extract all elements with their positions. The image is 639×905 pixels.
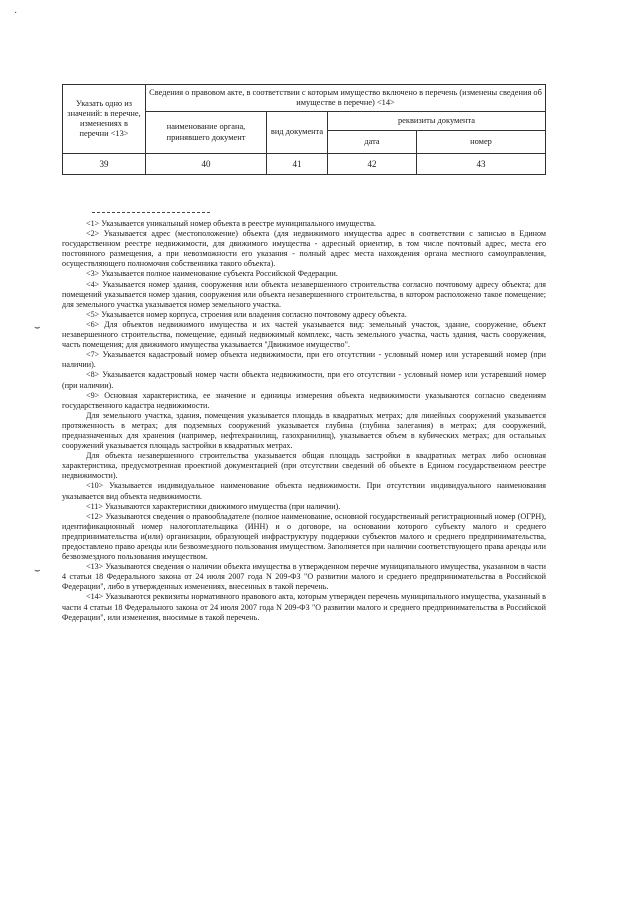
footnote: <2> Указывается адрес (местоположение) объекта (для недвижимого имущества адрес в соответствии с записью в Едином государственном реестре недвижимости, для движимого имущества - адресный ориентир, в том числе почтовый адрес, места его постоянного размещения, а при невозможности его указания - полный адрес места нахождения органа местного самоуправления, осуществляющего полномочия собственника такого объекта). (62, 229, 546, 269)
header-list-status: Указать одно из значений: в перечне, изменениях в перечни <13> (63, 85, 146, 154)
column-number: 41 (267, 154, 328, 175)
footnotes (62, 219, 546, 623)
footnote: <1> Указывается уникальный номер объекта в реестре муниципального имущества. (86, 219, 376, 228)
footnote: <10> Указывается индивидуальное наименование объекта недвижимости. При отсутствии индивидуального наименования указывается вид объекта недвижимости. (62, 481, 546, 501)
header-organ-name: наименование органа, принявшего документ (146, 112, 267, 154)
header-legal-act: Сведения о правовом акте, в соответствии с которым имущество включено в перечень (изменены сведения об имуществе в перечне) <14> (146, 85, 546, 112)
footnote: <8> Указывается кадастровый номер части объекта недвижимости, при его отсутствии - условный номер или устаревший номер (при наличии). (62, 370, 546, 390)
footnote-separator (92, 212, 210, 213)
footnote: <11> Указываются характеристики движимого имущества (при наличии). (86, 501, 341, 511)
column-number: 42 (328, 154, 417, 175)
footnote: Для земельного участка, здания, помещения указывается площадь в квадратных метрах; для линейных сооружений указывается протяженность в метрах; для подземных сооружений указывается глубина (глубина залегания) в метрах; для сооружений, предназначенных для хранения (например, нефтехранилищ, газохранилищ), указывается объем в кубических метрах; для остальных сооружений указывается площадь застройки в квадратных метрах. (62, 410, 546, 451)
footnote: <12> Указываются сведения о правообладателе (полное наименование, основной государственный регистрационный номер (ОГРН), идентификационный номер налогоплательщика (ИНН) и о договоре, на основании которого субъекту малого и среднего предпринимательства и(или) организации, образующей инфраструктуру поддержки субъектов малого и среднего предпринимательства, предоставлено право аренды или безвозмездного пользования имуществом. Заполняется при наличии соответствующего права аренды или безвозмездного пользования имуществом. (62, 511, 546, 562)
scan-dot: · (14, 8, 18, 19)
scan-mark: ⌣ (34, 565, 41, 576)
footnote: <4> Указывается номер здания, сооружения или объекта незавершенного строительства согласно почтовому адресу объекта; для помещений указывается номер здания, сооружения или объекта незавершенного строительства, в котором расположено такое помещение; для земельного участка указывается номер земельного участка. (62, 279, 546, 309)
column-number: 40 (146, 154, 267, 175)
footnote: <9> Основная характеристика, ее значение и единицы измерения объекта недвижимости указываются согласно сведениям государственного кадастра недвижимости. (62, 390, 546, 410)
column-number: 43 (417, 154, 546, 175)
footnote: <14> Указываются реквизиты нормативного правового акта, которым утвержден перечень муниципального имущества, указанный в части 4 статьи 18 Федерального закона от 24 июля 2007 года N 209-ФЗ "О развитии малого и среднего предпринимательства в Российской Федерации", или изменения, вносимые в такой перечень. (62, 592, 546, 622)
register-table (62, 84, 546, 175)
header-doc-type: вид документа (267, 112, 328, 154)
header-number: номер (417, 131, 546, 154)
footnote: <7> Указывается кадастровый номер объекта недвижимости, при его отсутствии - условный номер или устаревший номер (при наличии). (62, 350, 546, 370)
scan-mark: ⌣ (34, 322, 41, 333)
footnote: <6> Для объектов недвижимого имущества и их частей указывается вид: земельный участок, здание, сооружение, объект незавершенного строительства, помещение, единый недвижимый комплекс, часть земельного участка, часть здания, часть сооружения, часть помещения; для движимого имущества указывается "Движимое имущество". (62, 319, 546, 350)
footnote: <13> Указываются сведения о наличии объекта имущества в утвержденном перечне муниципального имущества, указанном в части 4 статьи 18 Федерального закона от 24 июля 2007 года N 209-ФЗ "О развитии малого и среднего предпринимательства в Российской Федерации", либо в утвержденных изменениях, внесенных в такой перечень. (62, 562, 546, 592)
column-number: 39 (63, 154, 146, 175)
header-requisites: реквизиты документа (328, 112, 546, 131)
footnote: Для объекта незавершенного строительства указывается общая площадь застройки в квадратных метрах либо основная характеристика, предусмотренная проектной документацией (при отсутствии сведений об объекте в Едином государственном реестре недвижимости). (62, 451, 546, 481)
footnote: <5> Указывается номер корпуса, строения или владения согласно почтовому адресу объекта. (86, 309, 407, 319)
header-date: дата (328, 131, 417, 154)
footnote: <3> Указывается полное наименование субъекта Российской Федерации. (86, 269, 338, 279)
